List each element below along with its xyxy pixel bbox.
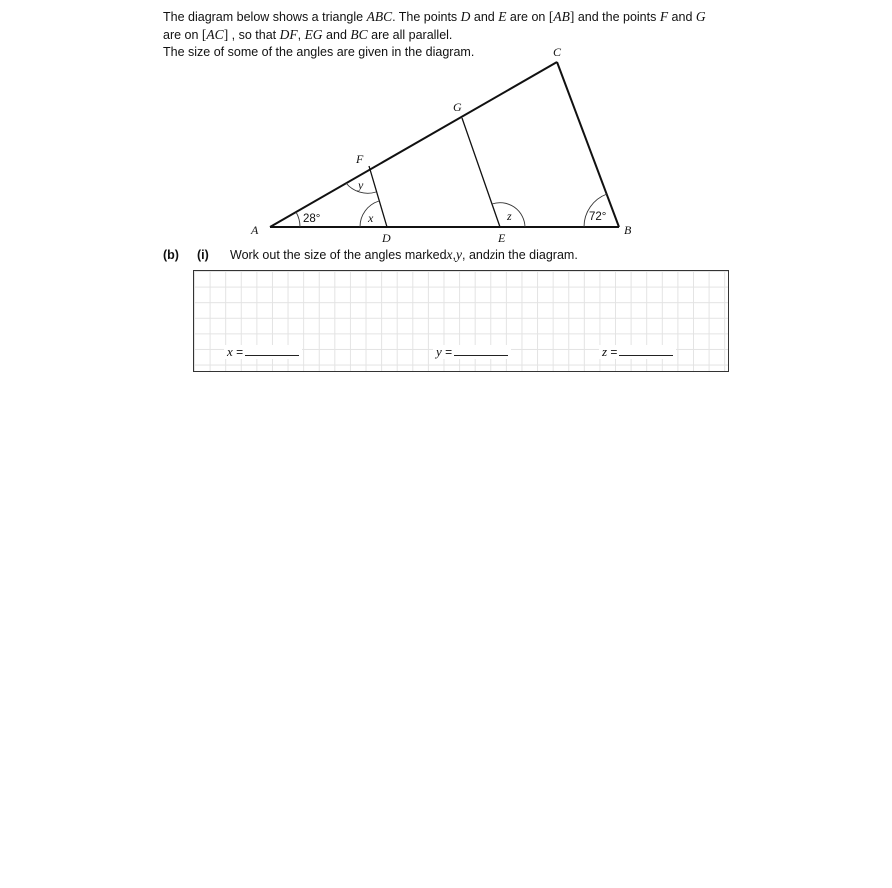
bracket-open: [ [201, 27, 207, 42]
answer-z[interactable] [599, 345, 676, 359]
question-b-i [163, 247, 578, 263]
math-g: G [695, 9, 706, 24]
side-ac [270, 62, 557, 227]
segment-eg [462, 118, 500, 227]
math-y: y [456, 247, 463, 262]
math-abc: ABC [366, 9, 393, 24]
bracket-close: ] [223, 27, 229, 42]
question-text-2: , [452, 248, 457, 262]
answer-box[interactable] [193, 270, 729, 372]
question-text-3: , and [462, 248, 490, 262]
intro-text: are on [506, 10, 549, 24]
answer-blank-z[interactable] [619, 345, 673, 356]
question-subpart: (i) [197, 248, 209, 262]
angle-label-b: 72° [589, 211, 607, 223]
answer-blank-y[interactable] [454, 345, 508, 356]
point-label-e: E [498, 231, 506, 245]
math-ac: AC [206, 27, 224, 42]
intro-text: , [297, 28, 305, 42]
answer-blank-x[interactable] [245, 345, 299, 356]
intro-text: and [322, 28, 351, 42]
intro-text: The diagram below shows a triangle [163, 10, 367, 24]
question-text-4: in the diagram. [495, 248, 578, 262]
math-x: x [446, 247, 453, 262]
side-bc [557, 62, 619, 227]
intro-text: are on [163, 28, 202, 42]
answer-eq: = [607, 345, 618, 359]
answer-x[interactable] [224, 345, 302, 359]
point-label-b: B [624, 223, 632, 237]
intro-text: , so that [228, 28, 280, 42]
intro-text: and the points [574, 10, 660, 24]
bracket-close: ] [569, 9, 575, 24]
question-text-1: Work out the size of the angles marked [230, 248, 447, 262]
point-label-a: A [251, 223, 259, 237]
point-label-g: G [453, 100, 462, 114]
intro-line-3: The size of some of the angles are given in the diagram. [163, 45, 475, 59]
angle-label-y: y [358, 178, 364, 192]
intro-text: and [470, 10, 499, 24]
bracket-open: [ [548, 9, 554, 24]
point-label-f: F [356, 152, 364, 166]
math-df: DF [279, 27, 298, 42]
math-d: D [460, 9, 471, 24]
answer-var-x: x [227, 344, 233, 359]
angle-arc-a [296, 212, 300, 227]
question-text [230, 247, 578, 263]
math-e: E [498, 9, 507, 24]
question-part: (b) [163, 248, 179, 262]
answer-eq: = [232, 345, 244, 359]
answer-eq: = [441, 345, 453, 359]
answer-var-z: z [602, 344, 608, 359]
math-ab: AB [553, 9, 570, 24]
math-z: z [489, 247, 496, 262]
intro-text: and [668, 10, 696, 24]
point-label-d: D [382, 231, 391, 245]
math-f: F [659, 9, 669, 24]
intro-text: . The points [392, 10, 461, 24]
angle-label-x: x [368, 211, 374, 225]
angle-label-a: 28° [303, 213, 321, 225]
answer-var-y: y [436, 344, 442, 359]
math-bc: BC [350, 27, 368, 42]
angle-label-z: z [507, 209, 512, 223]
answer-y[interactable] [433, 345, 511, 359]
point-label-c: C [553, 45, 562, 59]
math-eg: EG [304, 27, 323, 42]
intro-text: are all parallel. [367, 28, 453, 42]
